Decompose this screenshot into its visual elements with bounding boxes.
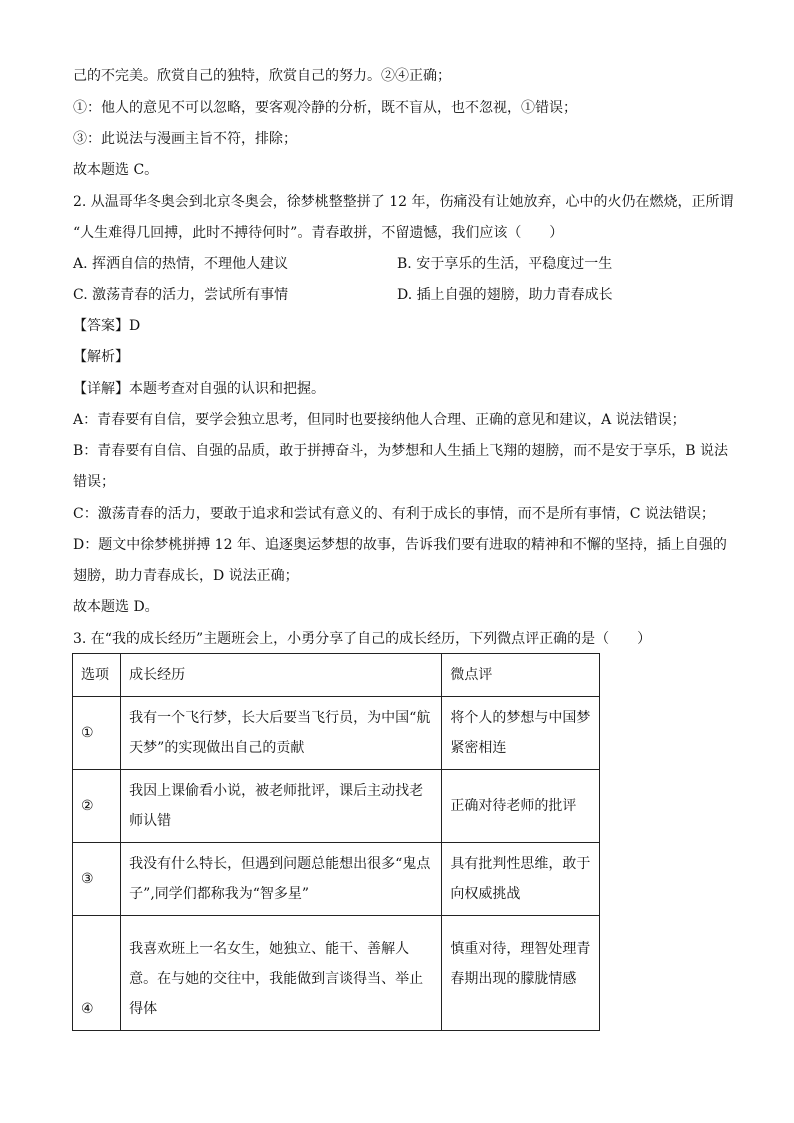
prev-analysis-line: ③：此说法与漫画主旨不符，排除；	[73, 131, 297, 147]
detail-text: 本题考查对自强的认识和把握。	[129, 381, 325, 397]
answer-tag: 【答案】	[73, 318, 129, 334]
comment-cell: 正确对待老师的批评	[442, 770, 600, 843]
prev-analysis-line: 己的不完美。欣赏自己的独特，欣赏自己的努力。②④正确；	[73, 68, 451, 84]
analysis-tag: 【解析】	[73, 349, 129, 365]
table-header: 选项	[73, 654, 121, 697]
option-number: ③	[73, 843, 121, 916]
conclusion: 故本题选 D。	[73, 599, 159, 615]
table-row	[73, 916, 600, 1031]
option-number: ①	[73, 697, 121, 770]
table-row	[73, 697, 600, 770]
table-header-row	[73, 654, 600, 697]
option-b: B. 安于享乐的生活，平稳度过一生	[397, 256, 613, 272]
detail-tag: 【详解】	[73, 381, 129, 397]
option-c: C. 激荡青春的活力，尝试所有事情	[73, 287, 289, 303]
question-2-stem: 2. 从温哥华冬奥会到北京冬奥会，徐梦桃整整拼了 12 年，伤痛没有让她放弃，心中的火仍在燃烧，正所谓	[73, 194, 734, 210]
detail-line	[73, 379, 325, 399]
experience-cell: 我喜欢班上一名女生，她独立、能干、善解人意。在与她的交往中，我能做到言谈得当、举止得体	[121, 916, 442, 1031]
experience-cell: 我有一个飞行梦，长大后要当飞行员，为中国“航天梦”的实现做出自己的贡献	[121, 697, 442, 770]
option-a: A. 挥洒自信的热情，不理他人建议	[73, 256, 289, 272]
option-number: ④	[73, 916, 121, 1031]
analysis-d: 翅膀，助力青春成长，D 说法正确；	[73, 568, 299, 584]
table-row	[73, 770, 600, 843]
option-number: ②	[73, 770, 121, 843]
analysis-b: B：青春要有自信、自强的品质，敢于拼搏奋斗，为梦想和人生插上飞翔的翅膀，而不是安于享乐，B 说法	[73, 443, 729, 459]
option-d: D. 插上自强的翅膀，助力青春成长	[397, 287, 613, 303]
experience-cell: 我没有什么特长，但遇到问题总能想出很多“鬼点子”,同学们都称我为“智多星”	[121, 843, 442, 916]
prev-analysis-line: ①：他人的意见不可以忽略，要客观冷静的分析，既不盲从，也不忽视，①错误；	[73, 100, 577, 116]
table-header: 微点评	[442, 654, 600, 697]
analysis-a: A：青春要有自信，要学会独立思考，但同时也要接纳他人合理、正确的意见和建议，A 说法错误；	[73, 412, 686, 428]
table-header: 成长经历	[121, 654, 442, 697]
analysis-d: D：题文中徐梦桃拼搏 12 年、追逐奥运梦想的故事，告诉我们要有进取的精神和不懈的坚持，插上自强的	[73, 537, 727, 553]
prev-conclusion: 故本题选 C。	[73, 162, 159, 178]
question-3-stem: 3. 在“我的成长经历”主题班会上，小勇分享了自己的成长经历，下列微点评正确的是（ ）	[73, 631, 652, 647]
comment-cell: 具有批判性思维，敢于向权威挑战	[442, 843, 600, 916]
table-row	[73, 843, 600, 916]
analysis-b: 错误；	[73, 474, 115, 490]
comment-cell: 慎重对待，理智处理青春期出现的朦胧情感	[442, 916, 600, 1031]
comment-cell: 将个人的梦想与中国梦紧密相连	[442, 697, 600, 770]
experience-table	[72, 653, 600, 1031]
experience-cell: 我因上课偷看小说，被老师批评，课后主动找老师认错	[121, 770, 442, 843]
answer-line	[73, 316, 140, 336]
analysis-c: C：激荡青春的活力，要敢于追求和尝试有意义的、有利于成长的事情，而不是所有事情，C 说法错误；	[73, 506, 715, 522]
question-2-stem: “人生难得几回搏，此时不搏待何时”。青春敢拼，不留遗憾，我们应该（ ）	[73, 225, 564, 241]
answer-value: D	[129, 318, 141, 334]
